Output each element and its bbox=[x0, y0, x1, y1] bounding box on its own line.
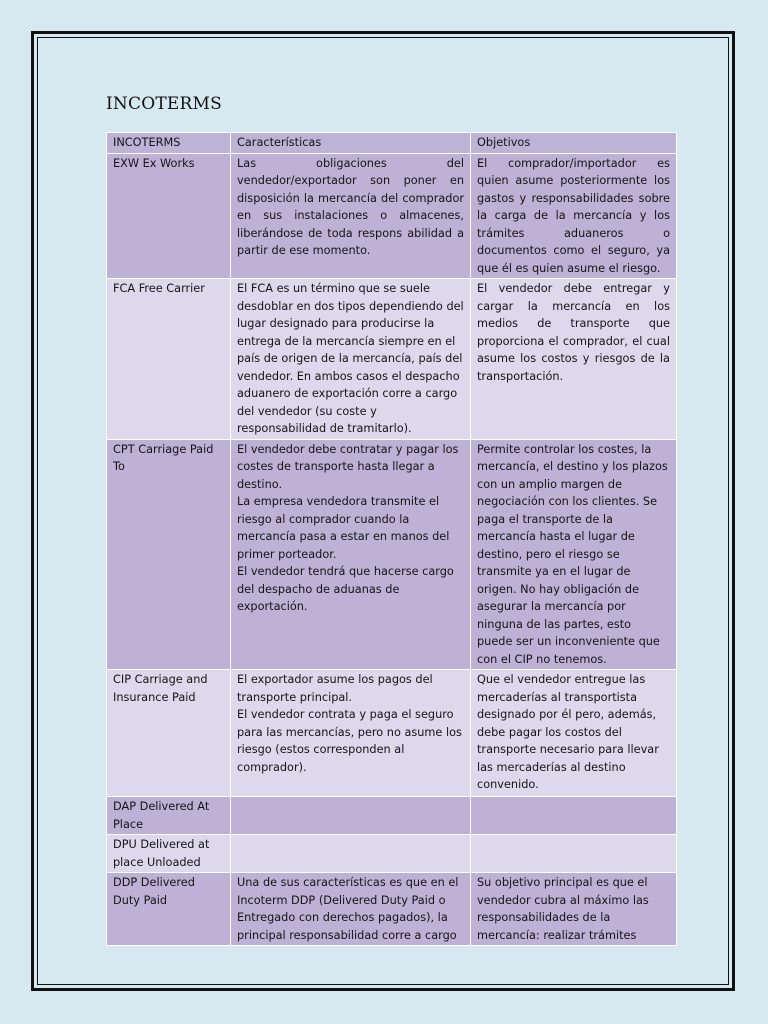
objetivos-cell: Su objetivo principal es que el vendedor cubra al máximo las responsabilidades de la mercancía: realizar trámites bbox=[471, 873, 677, 946]
term-cell: CPT Carriage Paid To bbox=[107, 439, 231, 670]
paragraph: El vendedor contrata y paga el seguro para las mercancías, pero no asume los riesgo (estos corresponden al comprador). bbox=[237, 708, 462, 774]
table-row bbox=[107, 153, 677, 279]
paragraph: El exportador asume los pagos del transporte principal. bbox=[237, 673, 433, 704]
table-row bbox=[107, 873, 677, 946]
objetivos-cell: El comprador/importador es quien asume posteriormente los gastos y responsabilidades sobre la carga de la mercancía y los trámites aduaneros o documentos como el seguro, ya que él es quien asume el riesgo. bbox=[471, 153, 677, 279]
paragraph: El vendedor tendrá que hacerse cargo del despacho de aduanas de exportación. bbox=[237, 565, 454, 613]
paragraph: El vendedor debe contratar y pagar los costes de transporte hasta llegar a destino. bbox=[237, 442, 459, 491]
caracteristicas-cell: Las obligaciones del vendedor/exportador son poner en disposición la mercancía del comprador en sus instalaciones o almacenes, liberándose de toda respons abilidad a partir de ese momento. bbox=[231, 153, 471, 279]
objetivos-cell bbox=[471, 797, 677, 835]
table-row bbox=[107, 670, 677, 797]
table-row bbox=[107, 835, 677, 873]
document-title: INCOTERMS bbox=[106, 94, 222, 114]
table-row bbox=[107, 439, 677, 670]
caracteristicas-cell: Una de sus características es que en el Incoterm DDP (Delivered Duty Paid o Entregado con derechos pagados), la principal responsabilidad corre a cargo bbox=[231, 873, 471, 946]
header-caracteristicas: Características bbox=[231, 133, 471, 154]
caracteristicas-cell bbox=[231, 670, 471, 797]
table-row bbox=[107, 797, 677, 835]
term-cell: DDP Delivered Duty Paid bbox=[107, 873, 231, 946]
term-cell: EXW Ex Works bbox=[107, 153, 231, 279]
incoterms-table bbox=[106, 132, 677, 946]
caracteristicas-cell: El FCA es un término que se suele desdoblar en dos tipos dependiendo del lugar designado para producirse la entrega de la mercancía siempre en el país de origen de la mercancía, país del vendedor. En ambos casos el despacho aduanero de exportación corre a cargo del vendedor (su coste y responsabilidad de tramitarlo). bbox=[231, 279, 471, 440]
header-incoterms: INCOTERMS bbox=[107, 133, 231, 154]
term-cell: DPU Delivered at place Unloaded bbox=[107, 835, 231, 873]
term-cell: CIP Carriage and Insurance Paid bbox=[107, 670, 231, 797]
table-header-row bbox=[107, 133, 677, 154]
objetivos-cell: Que el vendedor entregue las mercaderías al transportista designado por él pero, además, debe pagar los costos del transporte necesario para llevar las mercaderías al destino convenido. bbox=[471, 670, 677, 797]
term-cell: DAP Delivered At Place bbox=[107, 797, 231, 835]
table-row bbox=[107, 279, 677, 440]
objetivos-cell bbox=[471, 835, 677, 873]
header-objetivos: Objetivos bbox=[471, 133, 677, 154]
caracteristicas-cell bbox=[231, 835, 471, 873]
paragraph: La empresa vendedora transmite el riesgo al comprador cuando la mercancía pasa a estar en manos del primer porteador. bbox=[237, 495, 450, 561]
term-cell: FCA Free Carrier bbox=[107, 279, 231, 440]
caracteristicas-cell bbox=[231, 439, 471, 670]
objetivos-cell: El vendedor debe entregar y cargar la mercancía en los medios de transporte que proporciona el comprador, el cual asume los costos y riesgos de la transportación. bbox=[471, 279, 677, 440]
objetivos-cell: Permite controlar los costes, la mercancía, el destino y los plazos con un amplio margen de negociación con los clientes. Se paga el transporte de la mercancía hasta el lugar de destino, pero el riesgo se transmite ya en el lugar de origen. No hay obligación de asegurar la mercancía por ninguna de las partes, esto puede ser un inconveniente que con el CIP no tenemos. bbox=[471, 439, 677, 670]
caracteristicas-cell bbox=[231, 797, 471, 835]
